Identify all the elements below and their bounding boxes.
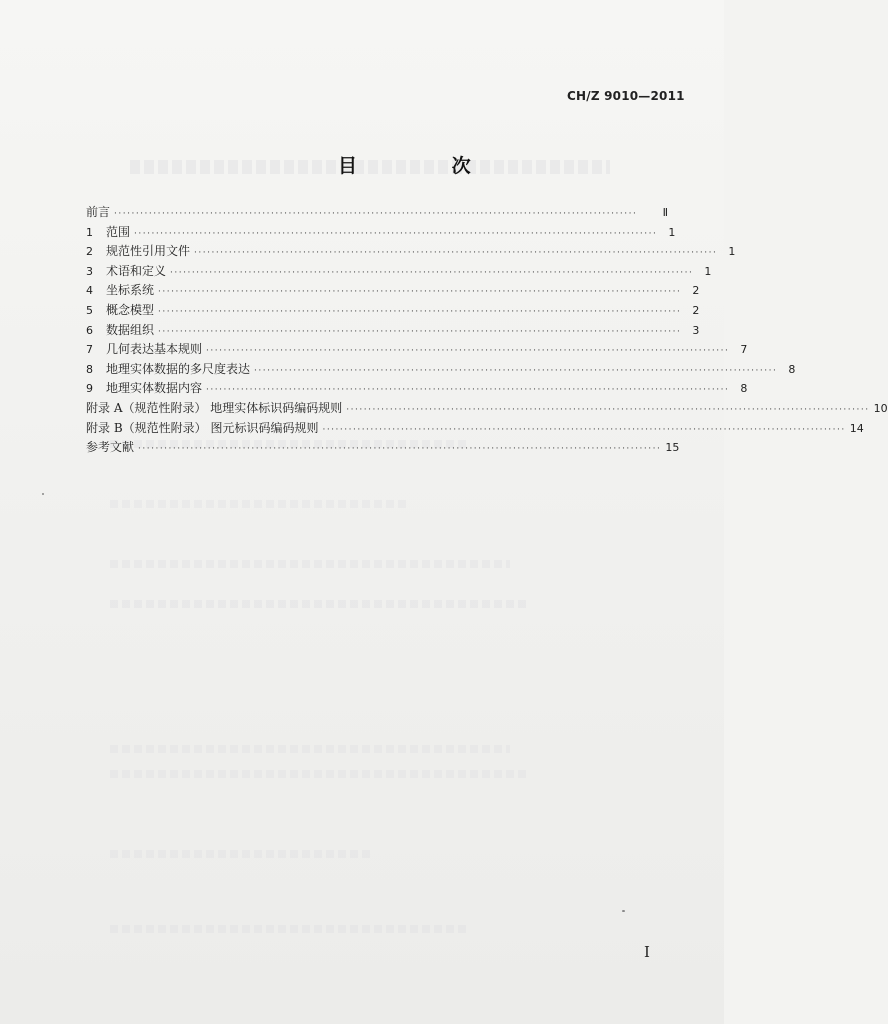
toc-entry[interactable] [86, 340, 748, 360]
toc-entry-number: 8 [86, 362, 93, 376]
toc-entry[interactable] [86, 321, 700, 341]
toc-entry-label: 概念模型 [106, 302, 155, 317]
toc-title: 目 次 [338, 155, 515, 177]
bleed-through-decoration [110, 600, 530, 608]
bleed-through-decoration [110, 770, 530, 778]
toc-entry-label: 附录 B（规范性附录） 图元标识码编码规则 [86, 420, 319, 435]
toc-entry-number: 2 [86, 245, 93, 259]
toc-entry-number: 7 [86, 343, 93, 357]
toc-dot-leader: ························································································································ [158, 306, 682, 317]
toc-dot-leader: ························································································································ [194, 248, 718, 259]
bleed-through-decoration [110, 745, 510, 753]
toc-dot-leader: ························································································································ [170, 267, 694, 278]
toc-dot-leader: ························································································································ [158, 287, 682, 298]
toc-entry[interactable] [86, 281, 700, 301]
toc-entry-number: 1 [86, 225, 93, 239]
toc-entry[interactable] [86, 399, 888, 419]
toc-entry-label: 数据组织 [106, 322, 155, 337]
toc-entry-label: 规范性引用文件 [106, 244, 191, 259]
toc-entry-label: 术语和定义 [106, 263, 167, 278]
toc-entry-page: 1 [668, 225, 676, 239]
toc-entry-page: Ⅱ [662, 206, 668, 219]
toc-entry-label: 前言 [86, 205, 111, 219]
toc-entry-label: 坐标系统 [106, 283, 155, 298]
table-of-contents [86, 203, 888, 458]
toc-entry-page: 8 [740, 382, 748, 396]
toc-entry-number: 5 [86, 303, 93, 317]
toc-entry-page: 2 [692, 303, 700, 317]
bleed-through-decoration [110, 500, 410, 508]
toc-entry-page: 1 [704, 264, 712, 278]
toc-entry[interactable] [86, 203, 668, 223]
toc-entry-page: 2 [692, 284, 700, 298]
toc-entry[interactable] [86, 360, 796, 380]
bleed-through-decoration [110, 925, 470, 933]
toc-entry-number: 3 [86, 264, 93, 278]
toc-entry-number: 9 [86, 382, 93, 396]
toc-entry-label: 范围 [106, 224, 131, 239]
toc-dot-leader: ························································································································ [134, 228, 658, 239]
toc-entry-page: 14 [849, 421, 864, 435]
toc-entry-label: 附录 A（规范性附录） 地理实体标识码编码规则 [86, 400, 343, 415]
toc-dot-leader: ························································································································ [158, 326, 682, 337]
toc-dot-leader: ························································································································ [254, 365, 778, 376]
toc-entry-page: 7 [740, 343, 748, 357]
scan-speck [42, 493, 44, 495]
toc-entry[interactable] [86, 262, 712, 282]
toc-entry-label: 参考文献 [86, 440, 135, 455]
bleed-through-decoration [110, 850, 370, 858]
toc-entry-page: 1 [728, 245, 736, 259]
toc-dot-leader: ························································································································ [114, 209, 638, 219]
toc-entry[interactable] [86, 301, 700, 321]
toc-entry-page: 3 [692, 323, 700, 337]
toc-entry-page: 15 [665, 441, 680, 455]
toc-dot-leader: ························································································································ [346, 404, 870, 415]
toc-entry-number: 6 [86, 323, 93, 337]
toc-entry[interactable] [86, 242, 736, 262]
toc-entry[interactable] [86, 438, 680, 458]
toc-dot-leader: ························································································································ [322, 424, 846, 435]
toc-entry-page: 8 [788, 362, 796, 376]
toc-entry-label: 几何表达基本规则 [106, 342, 203, 357]
toc-entry-label: 地理实体数据内容 [106, 381, 203, 396]
page-number: I [644, 943, 650, 961]
toc-entry-label: 地理实体数据的多尺度表达 [106, 361, 251, 376]
toc-entry[interactable] [86, 419, 864, 439]
toc-dot-leader: ························································································································ [138, 444, 662, 455]
toc-dot-leader: ························································································································ [206, 385, 730, 396]
toc-dot-leader: ························································································································ [206, 346, 730, 357]
toc-entry-number: 4 [86, 284, 93, 298]
toc-entry[interactable] [86, 223, 676, 243]
scan-speck [622, 910, 625, 912]
document-code: CH/Z 9010—2011 [567, 89, 685, 103]
bleed-through-decoration [110, 560, 510, 568]
toc-entry-page: 10 [873, 401, 888, 415]
toc-entry[interactable] [86, 379, 748, 399]
